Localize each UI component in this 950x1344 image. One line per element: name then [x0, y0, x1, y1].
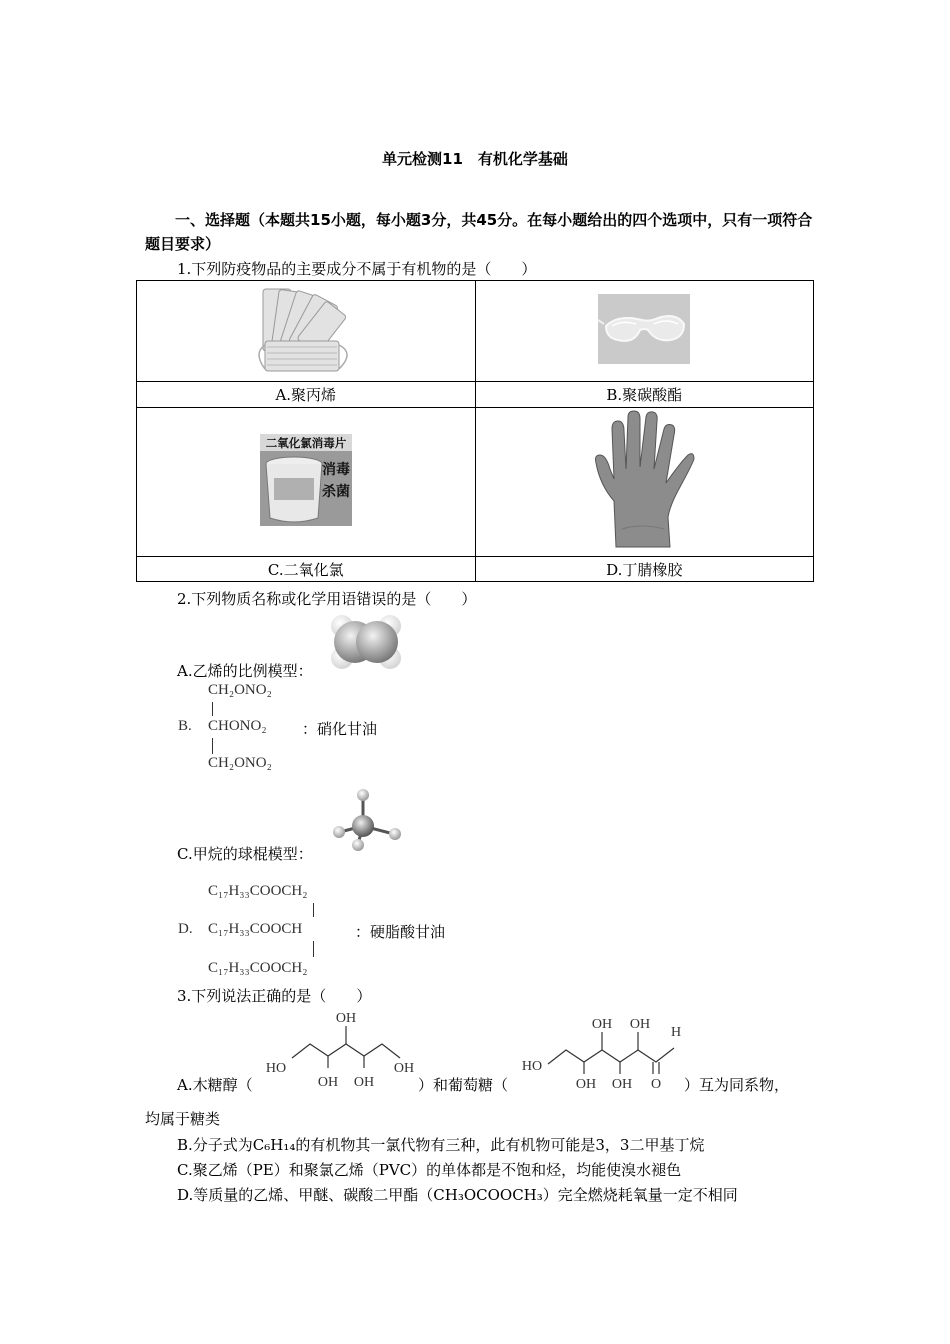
bucket-title-text: 二氧化氯消毒片: [265, 436, 346, 450]
q2-option-b-prefix: B.: [178, 718, 192, 734]
xylitol-oh-right: OH: [393, 1061, 415, 1076]
triglyceride-bond-1: [313, 903, 314, 917]
q2-option-c: C.甲烷的球棍模型：: [177, 845, 313, 863]
q3-stem: 3.下列说法正确的是（ ）: [177, 987, 372, 1005]
q2-option-a: A.乙烯的比例模型：: [177, 662, 313, 680]
q3-option-c: C.聚乙烯（PE）和聚氯乙烯（PVC）的单体都是不饱和烃，均能使溴水褪色: [177, 1161, 682, 1179]
glucose-oh-top-2: OH: [629, 1017, 651, 1032]
goggles-image: [598, 294, 690, 364]
q1-options-table: [136, 280, 814, 582]
glucose-oh-bottom-2: OH: [611, 1077, 633, 1092]
q1-stem: 1.下列防疫物品的主要成分不属于有机物的是（ ）: [177, 260, 537, 278]
glucose-ho: HO: [521, 1059, 543, 1074]
q3-option-a-continued: 均属于糖类: [145, 1110, 221, 1128]
option-c-label: C.二氧化氯: [137, 557, 476, 582]
bucket-text-1: 消毒: [321, 462, 350, 478]
option-b-image-cell: [475, 281, 814, 382]
q3-option-b: B.分子式为C₆H₁₄的有机物其一氯代物有三种，此有机物可能是3，3二甲基丁烷: [177, 1136, 705, 1154]
nitroglycerin-top-group: CH₂ONO₂: [208, 682, 272, 698]
mask-stack-image: [251, 283, 361, 375]
glucose-h: H: [670, 1025, 682, 1040]
xylitol-oh-bottom-1: OH: [317, 1075, 339, 1090]
option-d-label: D.丁腈橡胶: [475, 557, 814, 582]
bucket-text-2: 杀菌: [321, 484, 350, 500]
glucose-structure: [516, 1000, 688, 1094]
nitroglycerin-bottom-group: CH₂ONO₂: [208, 755, 272, 771]
glucose-oh-bottom-1: OH: [575, 1077, 597, 1092]
nitroglycerin-bond-1: [212, 702, 213, 716]
q2-option-d-suffix: ：硬脂酸甘油: [355, 923, 446, 941]
glucose-oh-top-1: OH: [591, 1017, 613, 1032]
disinfectant-bucket-image: [260, 434, 352, 526]
triglyceride-bond-2: [313, 941, 314, 957]
q3-option-a-part2: ）和葡萄糖（: [418, 1076, 509, 1094]
xylitol-oh-bottom-2: OH: [353, 1075, 375, 1090]
glucose-o: O: [650, 1077, 662, 1092]
triglyceride-middle-group: C₁₇H₃₃COOCH: [208, 921, 303, 937]
option-b-label: B.聚碳酸酯: [475, 382, 814, 408]
option-c-image-cell: [137, 408, 476, 557]
q3-option-a-part3: ）互为同系物，: [684, 1076, 790, 1094]
glove-image: [592, 409, 696, 551]
option-a-image-cell: [137, 281, 476, 382]
q2-stem: 2.下列物质名称或化学用语错误的是（ ）: [177, 590, 477, 608]
page-title: 单元检测11 有机化学基础: [382, 150, 568, 168]
q2-option-d-prefix: D.: [178, 921, 193, 937]
section-heading: 一、选择题（本题共15小题，每小题3分，共45分。在每小题给出的四个选项中，只有一项符合题目要求）: [145, 211, 813, 253]
q3-option-d: D.等质量的乙烯、甲醚、碳酸二甲酯（CH₃OCOOCH₃）完全燃烧耗氧量一定不相同: [177, 1186, 738, 1204]
triglyceride-top-group: C₁₇H₃₃COOCH₂: [208, 883, 308, 899]
q3-option-a-part1: A.木糖醇（: [177, 1076, 253, 1094]
xylitol-oh-top: OH: [335, 1011, 357, 1026]
nitroglycerin-bond-2: [212, 738, 213, 754]
xylitol-structure: [262, 1006, 422, 1094]
ethylene-space-filling-model: [328, 610, 404, 674]
methane-ball-stick-model: [330, 786, 406, 852]
xylitol-ho-left: HO: [265, 1061, 287, 1076]
option-d-image-cell: [475, 408, 814, 557]
option-a-label: A.聚丙烯: [137, 382, 476, 408]
triglyceride-bottom-group: C₁₇H₃₃COOCH₂: [208, 960, 308, 976]
nitroglycerin-middle-group: CHONO₂: [208, 718, 267, 734]
q2-option-b-suffix: ：硝化甘油: [302, 720, 378, 738]
